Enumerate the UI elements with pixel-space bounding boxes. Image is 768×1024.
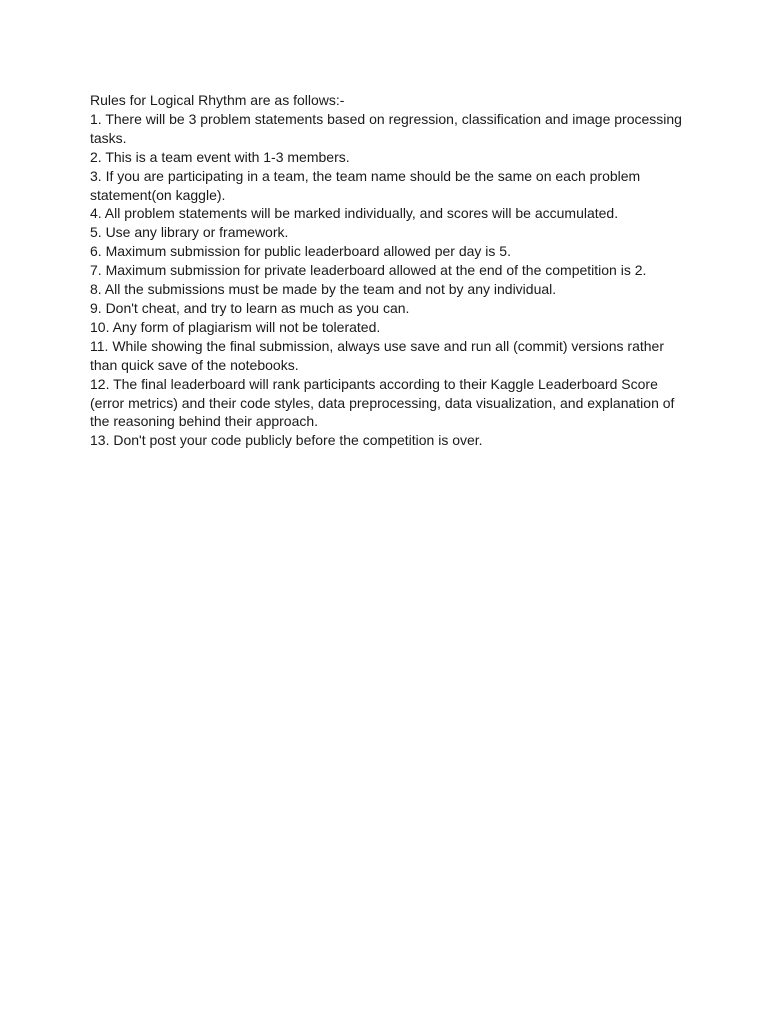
rule-item-6: 6. Maximum submission for public leaderboard allowed per day is 5. <box>90 243 511 260</box>
rule-item-4: 4. All problem statements will be marked individually, and scores will be accumulated. <box>90 205 619 222</box>
rule-item-11: 11. While showing the final submission, always use save and run all (commit) versions rather than quick save of the notebooks. <box>90 337 664 373</box>
document-body <box>90 91 690 450</box>
rule-item-7: 7. Maximum submission for private leaderboard allowed at the end of the competition is 2. <box>90 262 647 279</box>
rule-item-12: 12. The final leaderboard will rank participants according to their Kaggle Leaderboard Score (error metrics) and their code styles, data preprocessing, data visualization, and explanation of the reasoning behind their approach. <box>90 375 675 430</box>
rule-item-2: 2. This is a team event with 1-3 members. <box>90 148 350 165</box>
rule-item-10: 10. Any form of plagiarism will not be tolerated. <box>90 318 381 335</box>
rule-item-3: 3. If you are participating in a team, the team name should be the same on each problem statement(on kaggle). <box>90 167 641 203</box>
rule-item-9: 9. Don't cheat, and try to learn as much as you can. <box>90 299 410 316</box>
rule-item-8: 8. All the submissions must be made by the team and not by any individual. <box>90 281 557 298</box>
document-heading: Rules for Logical Rhythm are as follows:- <box>90 92 345 108</box>
rule-item-13: 13. Don't post your code publicly before the competition is over. <box>90 432 483 449</box>
rule-item-1: 1. There will be 3 problem statements based on regression, classification and image processing tasks. <box>90 110 682 146</box>
rule-item-5: 5. Use any library or framework. <box>90 224 289 241</box>
